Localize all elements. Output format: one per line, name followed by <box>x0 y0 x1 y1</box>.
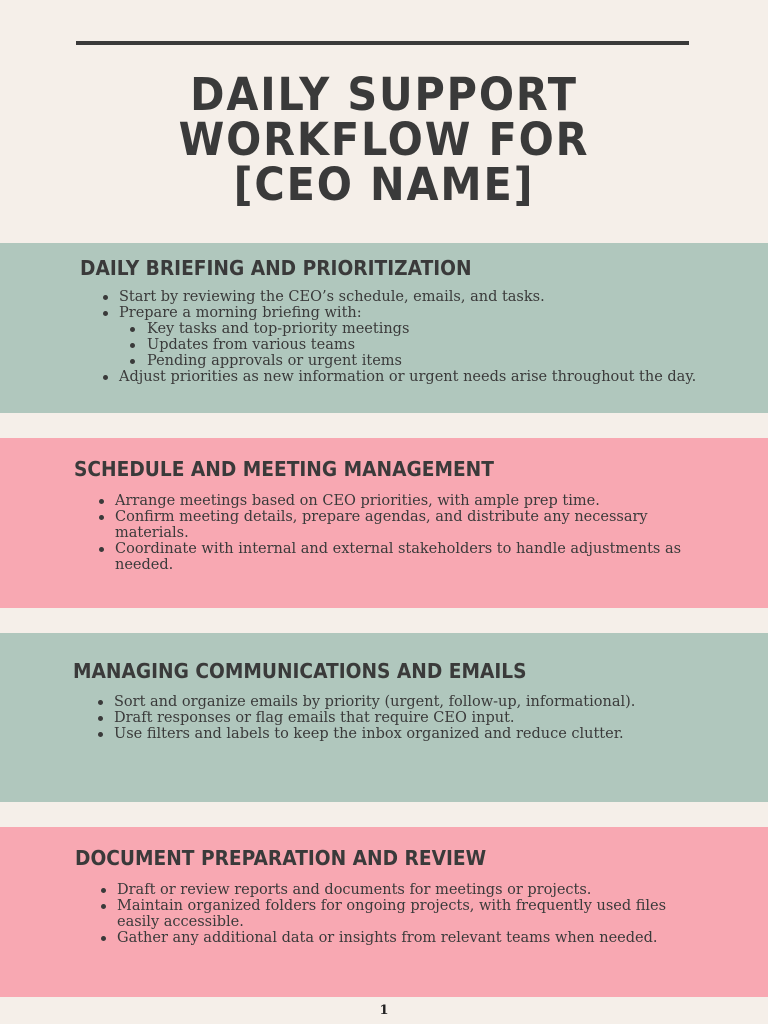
sub-list-item: Updates from various teams <box>119 337 697 353</box>
list-item: Maintain organized folders for ongoing projects, with frequently used files easily accessible. <box>95 898 695 930</box>
bullet-list <box>97 289 697 385</box>
list-item-text: Prepare a morning briefing with: <box>119 305 362 321</box>
list-item: Gather any additional data or insights from relevant teams when needed. <box>95 930 695 946</box>
list-item: Arrange meetings based on CEO priorities, with ample prep time. <box>93 493 693 509</box>
section-heading: MANAGING COMMUNICATIONS AND EMAILS <box>73 659 527 683</box>
page-title <box>31 68 738 211</box>
sub-list-item: Key tasks and top-priority meetings <box>119 321 697 337</box>
title-line-1: DAILY SUPPORT <box>190 68 578 121</box>
list-item: Start by reviewing the CEO’s schedule, emails, and tasks. <box>97 289 697 305</box>
list-item: Sort and organize emails by priority (urgent, follow-up, informational). <box>92 694 692 710</box>
section-heading: DAILY BRIEFING AND PRIORITIZATION <box>80 256 472 280</box>
title-line-2: WORKFLOW FOR <box>178 113 590 166</box>
bullet-list <box>92 694 692 742</box>
sub-bullet-list <box>119 321 697 369</box>
page-number: 1 <box>379 1003 389 1018</box>
list-item: Confirm meeting details, prepare agendas, and distribute any necessary materials. <box>93 509 693 541</box>
list-item: Use filters and labels to keep the inbox organized and reduce clutter. <box>92 726 692 742</box>
title-line-3: [CEO NAME] <box>233 158 535 211</box>
list-item: Draft or review reports and documents for meetings or projects. <box>95 882 695 898</box>
section-schedule-meetings <box>0 438 768 608</box>
section-document-prep <box>0 827 768 997</box>
sub-list-item: Pending approvals or urgent items <box>119 353 697 369</box>
list-item <box>97 305 697 369</box>
bullet-list <box>95 882 695 946</box>
section-communications <box>0 633 768 802</box>
top-rule <box>76 41 689 45</box>
section-daily-briefing <box>0 243 768 413</box>
section-heading: DOCUMENT PREPARATION AND REVIEW <box>75 846 487 870</box>
list-item: Draft responses or flag emails that require CEO input. <box>92 710 692 726</box>
section-heading: SCHEDULE AND MEETING MANAGEMENT <box>74 457 494 481</box>
bullet-list <box>93 493 693 573</box>
list-item: Adjust priorities as new information or urgent needs arise throughout the day. <box>97 369 697 385</box>
list-item: Coordinate with internal and external stakeholders to handle adjustments as needed. <box>93 541 693 573</box>
